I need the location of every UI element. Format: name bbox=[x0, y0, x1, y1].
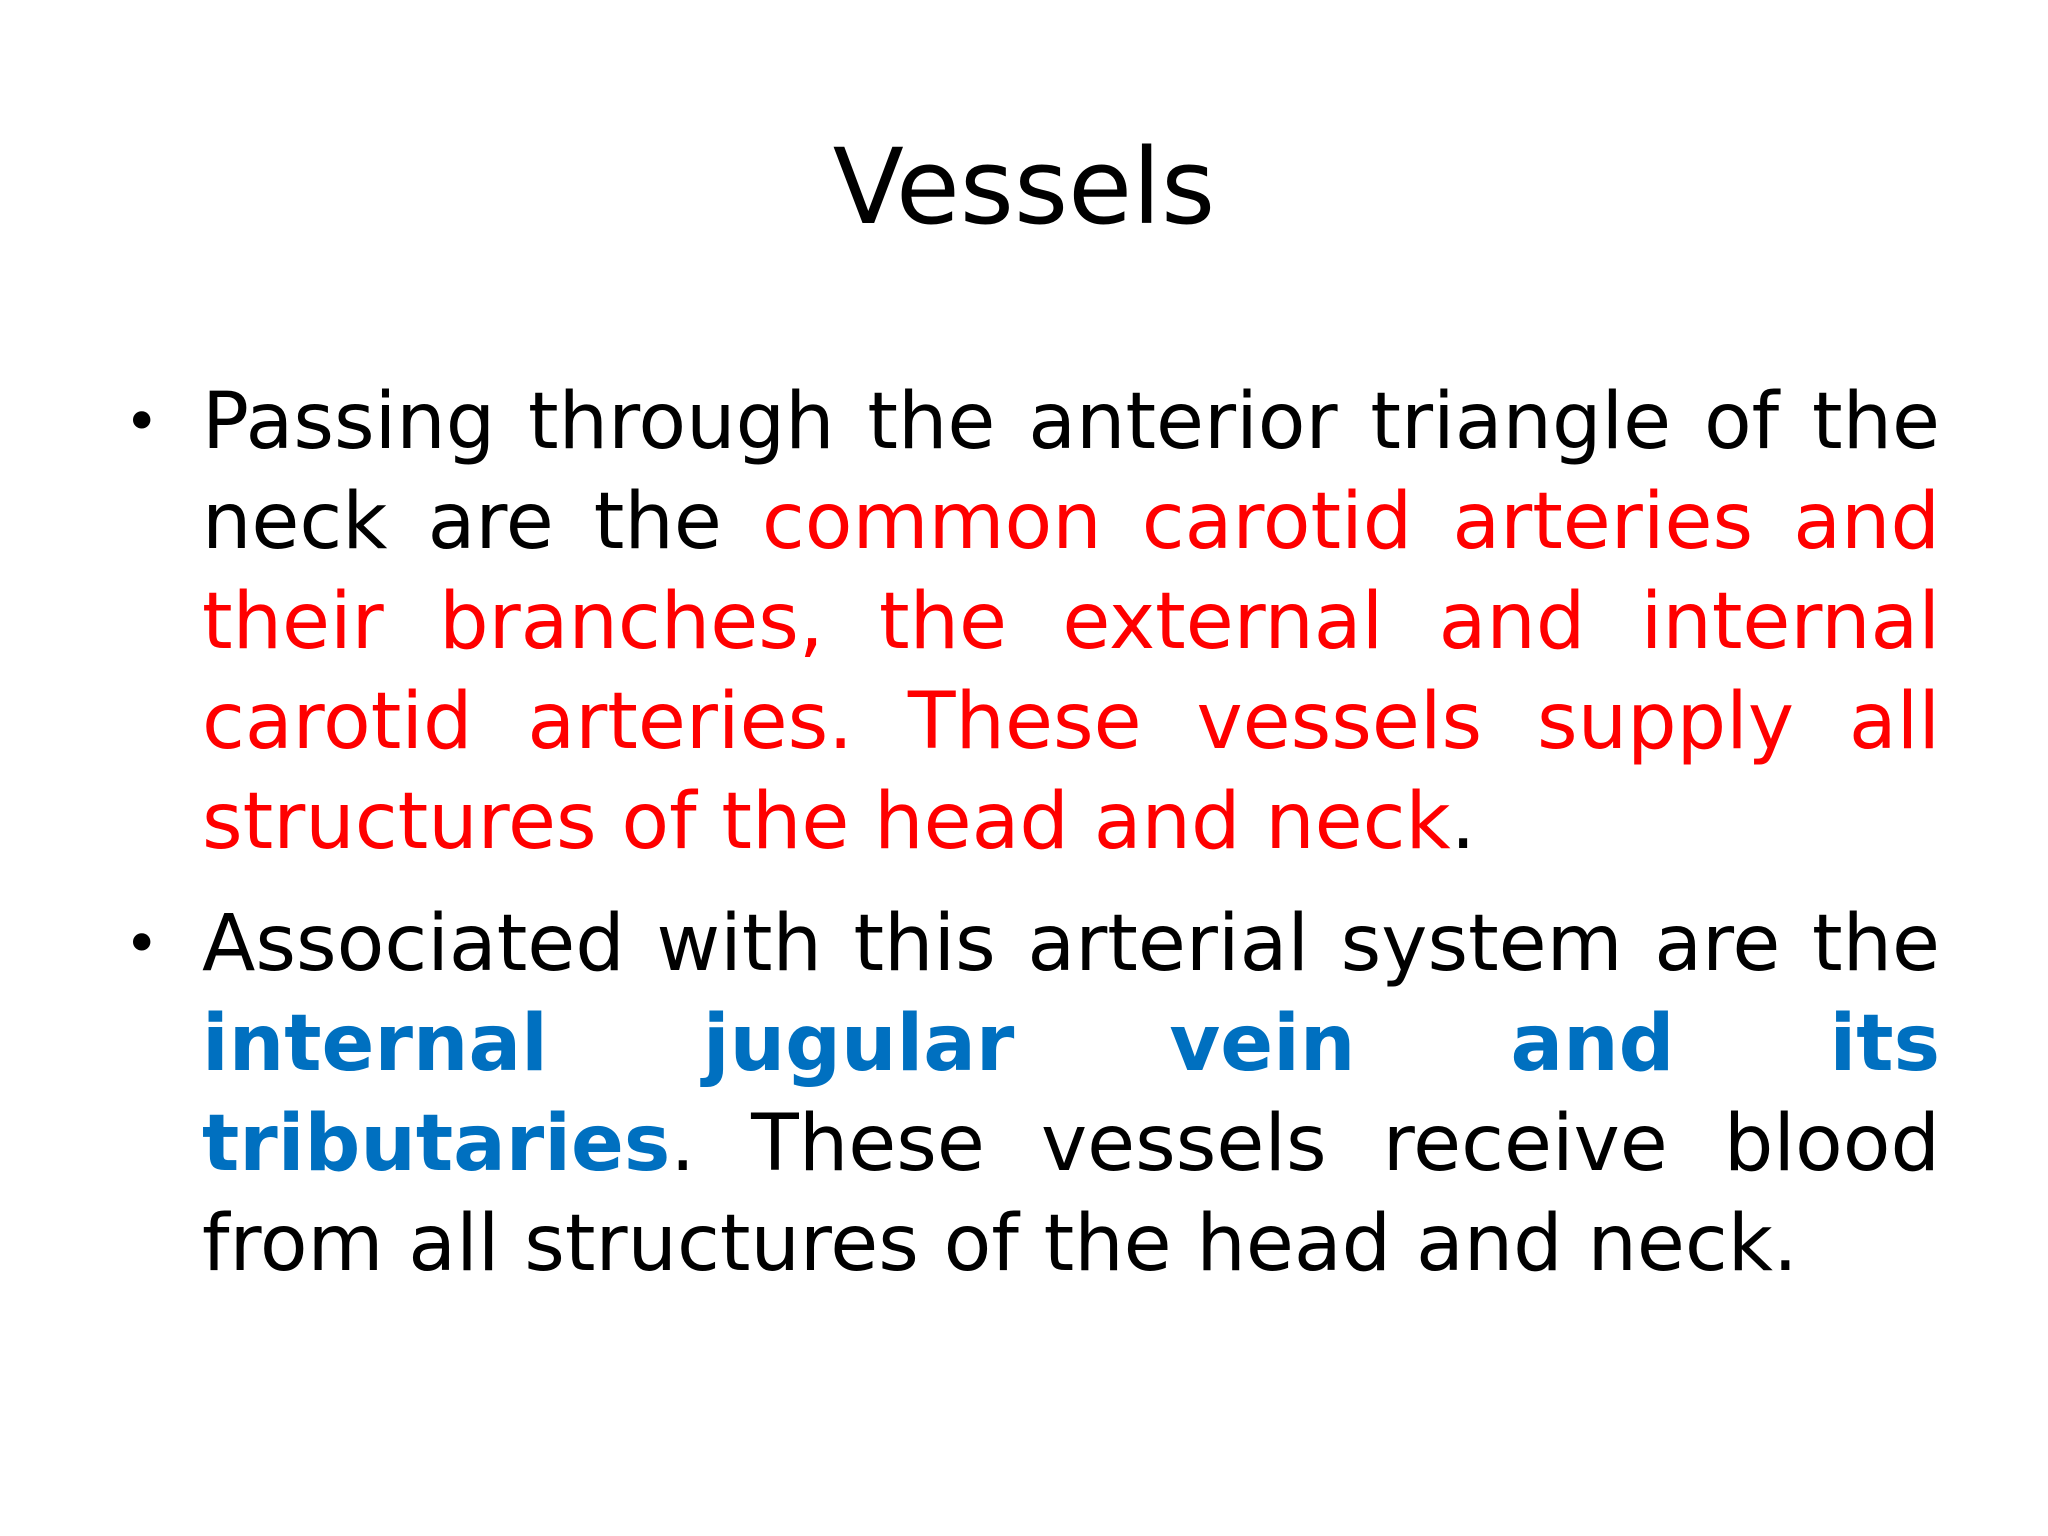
bullet-text-veins-highlight: internal jugular vein and its tributaries bbox=[202, 999, 1940, 1189]
bullet-dot-icon: • bbox=[124, 909, 160, 979]
slide-title: Vessels bbox=[832, 126, 1216, 248]
bullet-dot-icon: • bbox=[124, 387, 160, 457]
bullet-item-veins bbox=[110, 894, 1940, 1294]
bullet-text-end: . These vessels receive blood from all structures of the head and neck. bbox=[202, 1099, 1940, 1289]
bullet-text-end: . bbox=[1450, 777, 1476, 867]
bullet-text-arteries-highlight: common carotid arteries and their branches, the external and internal carotid arteries. These vessels supply all structures of the head and neck bbox=[202, 477, 1940, 867]
bullet-text-intro: Associated with this arterial system are the bbox=[202, 899, 1940, 989]
bullet-list bbox=[110, 372, 1940, 1316]
bullet-text-intro: Passing through the anterior triangle of the neck are the bbox=[202, 377, 1940, 567]
bullet-item-arteries bbox=[110, 372, 1940, 872]
